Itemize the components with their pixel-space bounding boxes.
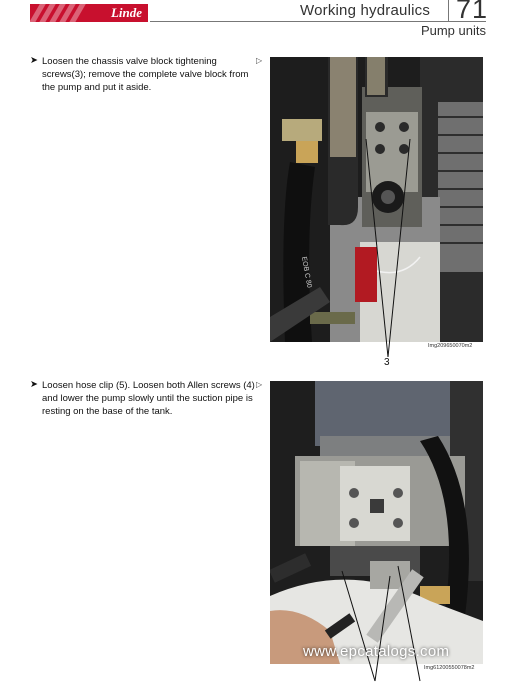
header-vertical-divider xyxy=(448,0,449,22)
section-subtitle: Pump units xyxy=(420,23,486,38)
step-2-text: Loosen hose clip (5). Loosen both Allen screws (4) and lower the pump slowly until the suction pipe is resting on the base of the tank. xyxy=(42,380,255,417)
step-1-marker-icon: ▷ xyxy=(256,56,263,65)
step-2-marker-icon: ▷ xyxy=(256,380,263,389)
page-number: 71 xyxy=(456,0,489,24)
step-2-callout-lines xyxy=(270,381,483,682)
step-2-bullet: ➤ xyxy=(30,379,38,390)
step-1-bullet: ➤ xyxy=(30,55,38,66)
linde-logo-bar xyxy=(30,4,148,22)
brand-stripes xyxy=(30,4,90,22)
brand-logo: Linde xyxy=(110,5,142,20)
step-1-callout-lines xyxy=(270,57,483,362)
svg-text:EOB C 80: EOB C 80 xyxy=(300,256,313,289)
step-2-image-caption: Img61200550078m2 xyxy=(424,665,475,671)
step-1-text: Loosen the chassis valve block tightening screws(3); remove the complete valve block from the pump and put it aside. xyxy=(42,56,249,93)
header-divider xyxy=(150,21,486,22)
callout-3: 3 xyxy=(384,357,390,368)
watermark: www.epcatalogs.com xyxy=(303,643,450,660)
page-title: Working hydraulics xyxy=(300,2,431,19)
step-1-image-caption: Img209650070m2 xyxy=(428,343,473,349)
